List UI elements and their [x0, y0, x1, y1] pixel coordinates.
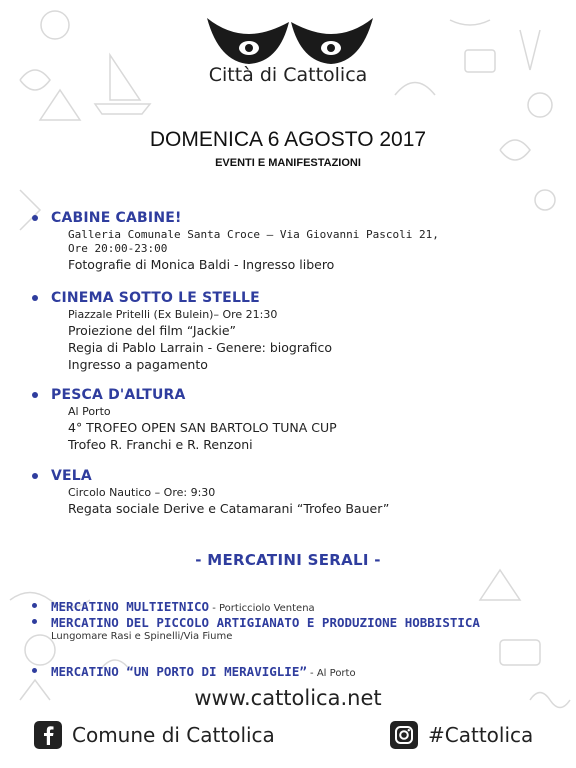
- event-pesca: [32, 387, 562, 453]
- event-vela: [32, 468, 562, 517]
- bullet: [32, 392, 38, 398]
- page-title: DOMENICA 6 AGOSTO 2017: [149, 128, 427, 151]
- event-detail: Regia di Pablo Larrain - Genere: biografico: [68, 340, 333, 355]
- facebook-label: Comune di Cattolica: [72, 723, 275, 747]
- market-place: Lungomare Rasi e Spinelli/Via Fiume: [51, 631, 233, 642]
- page-subtitle: EVENTI E MANIFESTAZIONI: [215, 157, 361, 169]
- market-item: [32, 615, 562, 643]
- markets-section-title: - MERCATINI SERALI -: [195, 551, 381, 569]
- market-title: MERCATINO MULTIETNICO: [51, 599, 210, 614]
- instagram-link[interactable]: [390, 720, 533, 750]
- event-time: Ore 20:00-23:00: [68, 242, 168, 255]
- city-logo: [205, 12, 375, 72]
- event-detail: Proiezione del film “Jackie”: [68, 323, 237, 338]
- instagram-label: #Cattolica: [428, 723, 534, 747]
- bullet: [32, 215, 38, 221]
- event-cabine: [32, 210, 562, 273]
- bullet: [32, 603, 37, 608]
- bullet: [32, 668, 37, 673]
- bullet: [32, 619, 37, 624]
- market-title: MERCATINO “UN PORTO DI MERAVIGLIE”: [51, 664, 307, 679]
- market-place: - Porticciolo Ventena: [209, 603, 315, 614]
- bullet: [32, 295, 38, 301]
- event-detail: Ingresso a pagamento: [68, 357, 208, 372]
- event-detail: Fotografie di Monica Baldi - Ingresso libero: [68, 257, 335, 272]
- facebook-link[interactable]: [34, 720, 275, 750]
- logo-text: Città di Cattolica: [208, 64, 368, 86]
- event-detail: Trofeo R. Franchi e R. Renzoni: [68, 437, 253, 452]
- market-item: [32, 599, 562, 616]
- event-title: PESCA D'ALTURA: [51, 387, 186, 403]
- event-location: Piazzale Pritelli (Ex Bulein)– Ore 21:30: [68, 308, 278, 321]
- event-location: Circolo Nautico – Ore: 9:30: [68, 486, 216, 499]
- market-place: - Al Porto: [306, 668, 356, 679]
- event-detail: 4° TROFEO OPEN SAN BARTOLO TUNA CUP: [68, 420, 337, 435]
- instagram-icon: [390, 721, 418, 749]
- event-location: Al Porto: [68, 405, 111, 418]
- website-link[interactable]: www.cattolica.net: [194, 686, 382, 710]
- market-title: MERCATINO DEL PICCOLO ARTIGIANATO E PRODUZIONE HOBBISTICA: [51, 615, 480, 630]
- event-detail: Regata sociale Derive e Catamarani “Trofeo Bauer”: [68, 501, 390, 516]
- event-location: Galleria Comunale Santa Croce – Via Giovanni Pascoli 21,: [68, 228, 439, 241]
- event-title: CABINE CABINE!: [51, 210, 182, 226]
- event-title: CINEMA SOTTO LE STELLE: [51, 290, 260, 306]
- event-title: VELA: [51, 468, 92, 484]
- market-item: [32, 664, 562, 681]
- event-cinema: [32, 290, 562, 373]
- bullet: [32, 473, 38, 479]
- facebook-icon: [34, 721, 62, 749]
